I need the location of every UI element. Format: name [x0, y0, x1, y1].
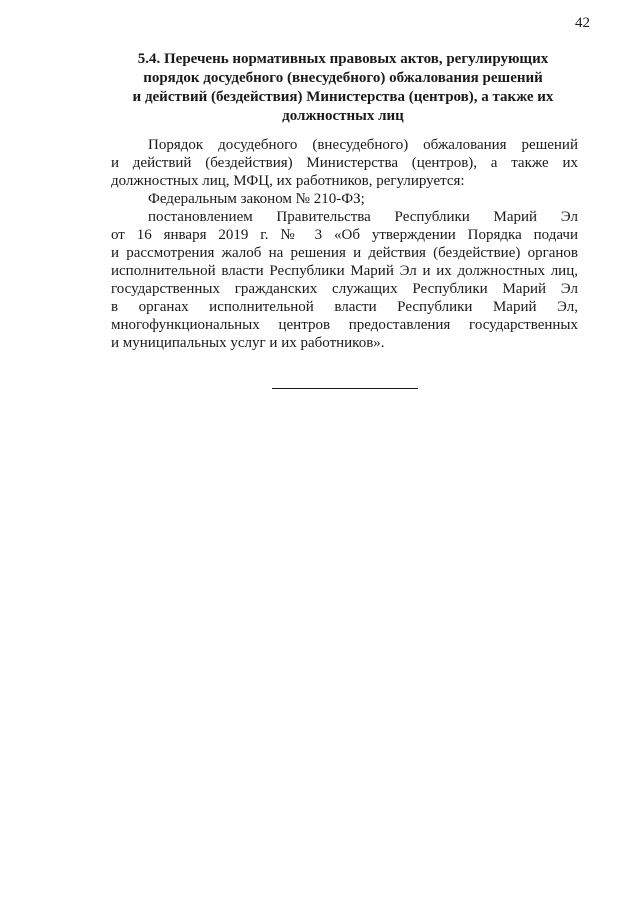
body-text — [111, 136, 578, 352]
section-heading — [108, 50, 578, 126]
paragraph-federal-law — [111, 190, 578, 208]
page-number: 42 — [575, 15, 590, 31]
heading-line: 5.4. Перечень нормативных правовых актов, регулирующих — [137, 51, 549, 67]
text-line: многофункциональных центров предоставления государственных — [111, 317, 578, 333]
text-line: должностных лиц, МФЦ, их работников, регулируется: — [111, 173, 465, 189]
text-line: Федеральным законом № 210-ФЗ; — [148, 191, 365, 207]
heading-line: порядок досудебного (внесудебного) обжалования решений — [143, 70, 543, 86]
text-line: и муниципальных услуг и их работников». — [111, 335, 385, 351]
text-line: и действий (бездействия) Министерства (центров), а также их — [111, 155, 578, 171]
end-divider-line — [272, 388, 418, 389]
heading-line: должностных лиц — [282, 108, 404, 124]
heading-line: и действий (бездействия) Министерства (центров), а также их — [132, 89, 554, 105]
text-line: в органах исполнительной власти Республики Марий Эл, — [111, 299, 578, 315]
text-line: государственных гражданских служащих Республики Марий Эл — [111, 281, 578, 297]
text-line: от 16 января 2019 г. № 3 «Об утверждении Порядка подачи — [111, 227, 578, 243]
text-line: Порядок досудебного (внесудебного) обжалования решений — [148, 137, 578, 153]
text-line: исполнительной власти Республики Марий Эл и их должностных лиц, — [111, 263, 578, 279]
text-line: постановлением Правительства Республики Марий Эл — [148, 209, 578, 225]
paragraph-regulation-intro — [111, 136, 578, 190]
text-line: и рассмотрения жалоб на решения и действия (бездействие) органов — [111, 245, 578, 261]
paragraph-resolution — [111, 208, 578, 352]
